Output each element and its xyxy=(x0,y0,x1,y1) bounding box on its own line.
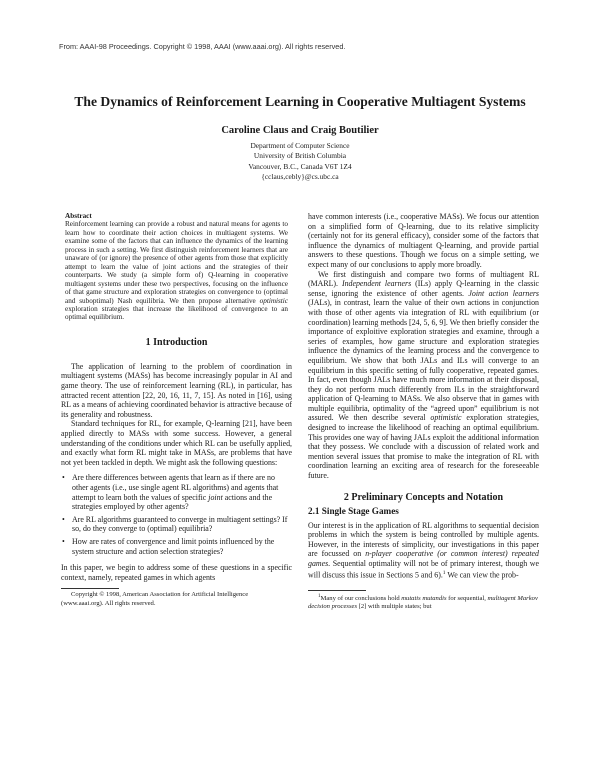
section-heading-introduction: 1 Introduction xyxy=(145,336,208,348)
body-paragraph: Our interest is in the application of RL algorithms to sequential decision problems in which the system is being controlled by multiple agents. However, in the interests of simplicity, our investigations in this paper are focussed on n-player cooperative (or common interest) repeated games. Sequential optimality will not be of primary interest, though we will discuss this issue in Sections 5 and 6).$^1$ We can view the prob- xyxy=(308,520,539,580)
list-item: • How are rates of convergence and limit points influenced by the system structure and action selection strategies? xyxy=(62,536,275,556)
subsection-heading-single-stage-games: 2.1 Single Stage Games xyxy=(308,505,399,516)
bullet-icon: • xyxy=(62,536,65,546)
footnote-rule xyxy=(61,588,119,589)
abstract xyxy=(61,212,292,322)
bullet-icon: • xyxy=(62,473,65,483)
list-item: • Are RL algorithms guaranteed to converge in multiagent settings? If so, do they converge to (optimal) equilibria? xyxy=(62,514,288,534)
paper-title: The Dynamics of Reinforcement Learning in Cooperative Multiagent Systems xyxy=(74,94,526,109)
paper-authors: Caroline Claus and Craig Boutilier xyxy=(221,125,379,136)
list-item: • Are there differences between agents that learn as if there are no other agents (i.e., use single agent RL algorithms) and agents that attempt to learn both the values of specific joint actions and the strategies employed by other agents? xyxy=(62,473,279,512)
abstract-text: Reinforcement learning can provide a robust and natural means for agents to learn how to coordinate their action choices in multiagent systems. We examine some of the factors that can influence the dynamics of the learning process in such a setting. We first distinguish reinforcement learners that are unaware of (or ignore) the presence of other agents from those that explicitly attempt to learn the value of joint actions and the strategies of their counterparts. We study (a simple form of) Q-learning in cooperative multiagent systems under these two perspectives, focusing on the influence of that game structure and exploration strategies on convergence to (optimal and suboptimal) Nash equilibria. We then propose alternative optimistic exploration strategies that increase the likelihood of convergence to an optimal equilibrium. xyxy=(65,220,288,322)
abstract-heading: Abstract xyxy=(65,212,92,220)
affiliation-line: Vancouver, B.C., Canada V6T 1Z4 xyxy=(248,161,352,171)
footnote-rule xyxy=(308,590,366,591)
right-column xyxy=(308,212,539,611)
intro-paragraph-1: The application of learning to the problem of coordination in multiagent systems (MASs) has become increasingly popular in AI and game theory. The use of reinforcement learning (RL), in particular, has attracted recent attention [22, 20, 16, 11, 7, 15]. As noted in [16], using RL as a means of achieving coordinated behavior is attractive because of its generality and robustness. xyxy=(61,361,292,419)
section-heading-preliminaries: 2 Preliminary Concepts and Notation xyxy=(343,491,504,503)
source-line: From: AAAI-98 Proceedings. Copyright © 1998, AAAI (www.aaai.org). All rights reserved. xyxy=(59,42,346,51)
intro-paragraph-2: Standard techniques for RL, for example, Q-learning [21], have been applied directly to MASs with some success. However, a general understanding of the conditions under which RL can be usefully applied, and exactly what form RL might take in MASs, are problems that have not yet been tackled in depth. We might ask the following questions: xyxy=(61,419,292,467)
author-affiliation xyxy=(0,141,600,182)
research-questions-list xyxy=(61,473,292,556)
body-paragraph: We first distinguish and compare two forms of multiagent RL (MARL). Independent learners (ILs) apply Q-learning in the classic sense, ignoring the existence of other agents. Joint action learners (JALs), in contrast, learn the value of their own actions in conjunction with those of other agents via integration of RL with equilibrium (or coordination) learning methods [24, 5, 6, 9]. We then briefly consider the importance of exploitive exploration strategies and examine, through a series of examples, how game structure and exploration strategies influence the dynamics of the learning process and the convergence to equilibrium. We show that both JALs and ILs will converge to an equilibrium in this specific setting of fully cooperative, repeated games. In fact, even though JALs have much more information at their disposal, they do not perform much differently from ILs in the straightforward application of Q-learning to MASs. We also observe that in games with multiple equilibria, optimality of the “agreed upon” equilibrium is not assured. We then describe several optimistic exploration strategies, designed to increase the likelihood of reaching an optimal equilibrium. This provides one way of having JALs exploit the additional information that they possess. We conclude with a discussion of related work and mention several issues that promise to make the integration of RL with coordination learning an exciting area of research for the foreseeable future. xyxy=(308,269,540,481)
affiliation-line: University of British Columbia xyxy=(253,151,347,161)
bullet-icon: • xyxy=(62,514,65,524)
footnote: $^1$Many of our conclusions hold mutatis mutandis for sequential, multiagent Markov decision processes [2] with multiple states; but xyxy=(308,593,538,611)
left-column xyxy=(61,212,292,608)
author-email: {cclaus,cebly}@cs.ubc.ca xyxy=(261,171,339,181)
affiliation-line: Department of Computer Science xyxy=(250,141,350,150)
body-paragraph: have common interests (i.e., cooperative MASs). We focus our attention on a simplified form of Q-learning, due to its relative simplicity (certainly not for its general efficacy), consider some of the factors that influence the dynamics of multiagent Q-learning, and provide partial answers to these questions. Though we focus on a simple setting, we expect many of our conclusions to apply more broadly. xyxy=(308,212,539,269)
copyright-footnote: Copyright © 1998, American Association for Artificial Intelligence (www.aaai.org). All rights reserved. xyxy=(61,591,249,607)
intro-paragraph-3: In this paper, we begin to address some of these questions in a specific context, namely, repeated games in which agents xyxy=(61,563,292,582)
